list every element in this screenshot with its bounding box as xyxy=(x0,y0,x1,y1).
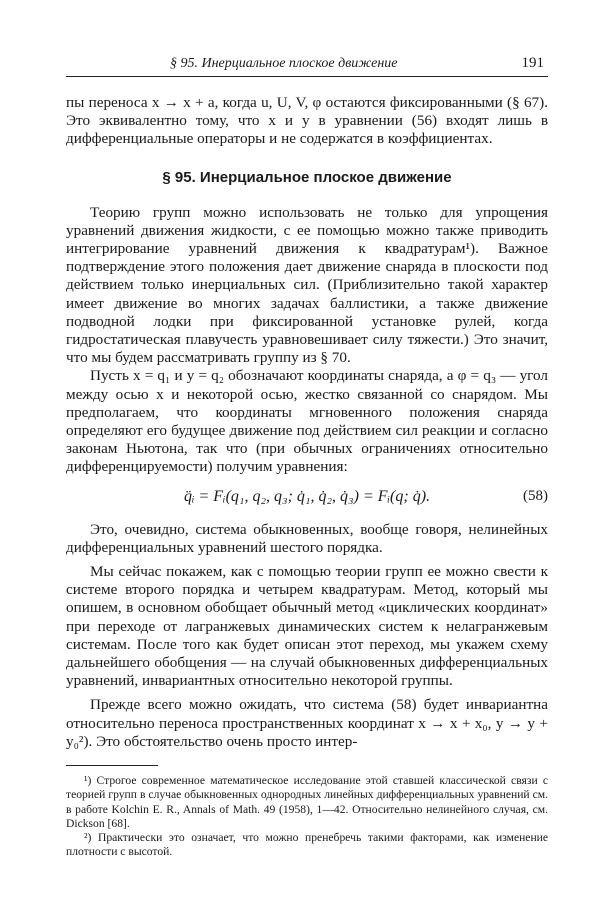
footnote-2: ²) Практически это означает, что можно пренебречь такими факторами, как изменение плотности с высотой. xyxy=(66,830,548,859)
footnote-rule xyxy=(66,765,158,766)
section-title: § 95. Инерциальное плоское движение xyxy=(162,168,452,186)
running-head xyxy=(66,54,548,77)
paragraph-continuation: пы переноса x → x + a, когда u, U, V, φ остаются фиксированными (§ 67). Это эквивалентно тому, что x и y в уравнении (56) входят лишь в дифференциальные операторы и не содержатся в коэффициентах. xyxy=(66,94,548,148)
paragraph-system: Это, очевидно, система обыкновенных, вообще говоря, нелинейных дифференциальных уравнений шестого порядка. xyxy=(66,520,548,556)
equation-body: q̈ᵢ = Fᵢ(q₁, q₂, q₃; q̇₁, q̇₂, q̇₃) = Fᵢ(q; q̇). xyxy=(183,487,431,505)
running-head-title: § 95. Инерциальное плоское движение xyxy=(170,56,398,71)
paragraph-invariance: Прежде всего можно ожидать, что система (58) будет инвариантна относительно переноса пространственных координат x → x + x₀, y → y + y₀²). Это обстоятельство очень просто интер- xyxy=(66,696,548,750)
paragraph-intro: Теорию групп можно использовать не только для упрощения уравнений движения жидкости, с ее помощью можно также приводить интегрирование уравнений движения к квадратурам¹). Важное подтверждение этого положения дает движение снаряда в плоскости под действием только инерциальных сил. (Приблизительно такой характер имеет движение во многих задачах баллистики, а также движение подводной лодки при фиксированной установке рулей, когда гидростатическая плавучесть уравновешивает силу тяжести.) Это значит, что мы будем рассматривать группу из § 70. xyxy=(66,203,548,367)
page-number: 191 xyxy=(521,55,544,71)
footnote-1: ¹) Строгое современное математическое исследование этой ставшей классической связи с теорией групп в случае обыкновенных однородных линейных дифференциальных уравнений см. в работе Kolchin E. R., Annals of Math. 49 (1958), 1—42. Относительно нелинейного случая, см. Dickson [68]. xyxy=(66,774,548,830)
paragraph-coordinates: Пусть x = q₁ и y = q₂ обозначают координаты снаряда, а φ = q₃ — угол между осью x и некоторой осью, жестко связанной со снарядом. Мы предполагаем, что координаты мгновенного положения снаряда определяют его будущее движение под действием сил реакции и согласно законам Ньютона, так что (при обычных ограничениях относительно дифференцируемости) получим уравнения: xyxy=(66,367,548,476)
equation-58 xyxy=(66,481,548,515)
page-body xyxy=(66,94,548,859)
paragraph-method: Мы сейчас покажем, как с помощью теории групп ее можно свести к системе второго порядка и четырем квадратурам. Метод, который мы опишем, в основном обобщает обычный метод «циклических координат» при переходе от лагранжевых динамических систем к нелагранжевым системам. После того как будет описан этот переход, мы укажем схему дальнейшего обобщения — на случай обыкновенных дифференциальных уравнений, инвариантных относительно некоторой группы. xyxy=(66,563,548,690)
equation-number: (58) xyxy=(523,487,548,504)
